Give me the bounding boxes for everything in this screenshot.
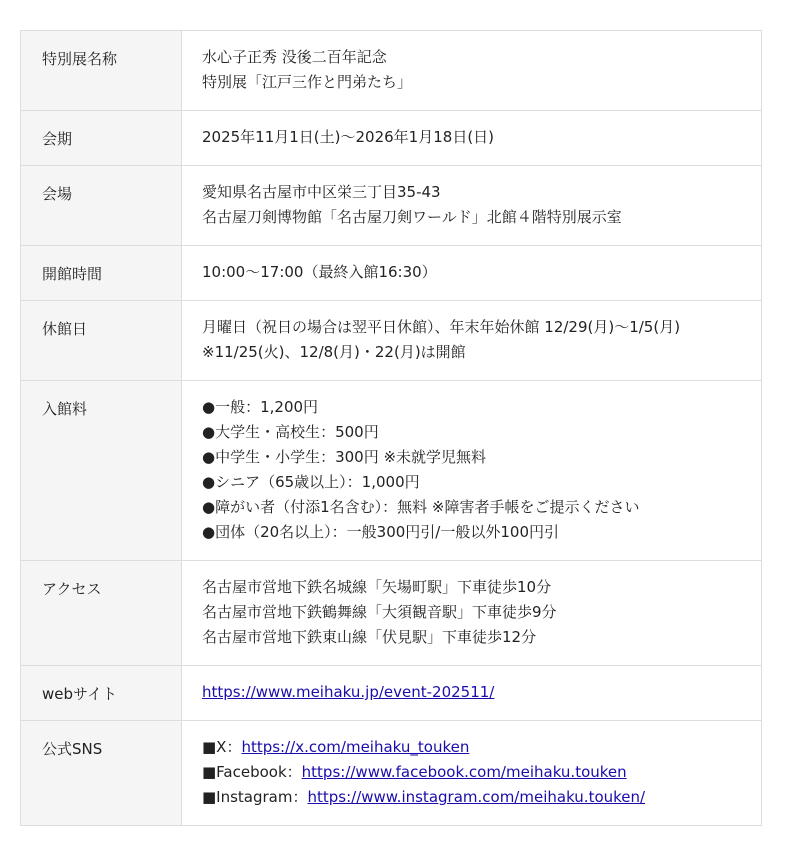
title-line-1: 水心子正秀 没後二百年記念 <box>202 48 387 66</box>
row-label-access: アクセス <box>21 561 182 666</box>
table-row-title <box>21 31 762 111</box>
row-label-sns: 公式SNS <box>21 721 182 826</box>
row-label-website: webサイト <box>21 666 182 721</box>
sns-x-prefix: ■X： <box>202 738 242 756</box>
table-row-venue <box>21 166 762 246</box>
sns-instagram-link[interactable]: https://www.instagram.com/meihaku.touken/ <box>307 788 646 806</box>
row-value-period <box>182 111 762 166</box>
venue-line-1: 愛知県名古屋市中区栄三丁目35-43 <box>202 183 441 201</box>
row-label-closed: 休館日 <box>21 301 182 381</box>
sns-facebook-line <box>202 760 741 785</box>
table-row-access <box>21 561 762 666</box>
sns-facebook-link[interactable]: https://www.facebook.com/meihaku.touken <box>301 763 627 781</box>
row-value-title <box>182 31 762 111</box>
row-value-access <box>182 561 762 666</box>
fee-line-3: ●中学生・小学生：300円 ※未就学児無料 <box>202 448 487 466</box>
row-value-venue <box>182 166 762 246</box>
table-row-website <box>21 666 762 721</box>
hours-line-1: 10:00〜17:00（最終入館16:30） <box>202 263 437 281</box>
row-label-fee: 入館料 <box>21 381 182 561</box>
closed-line-1: 月曜日（祝日の場合は翌平日休館）、年末年始休館 12/29(月)〜1/5(月) <box>202 318 681 336</box>
fee-line-5: ●障がい者（付添1名含む）：無料 ※障害者手帳をご提示ください <box>202 498 640 516</box>
fee-line-6: ●団体（20名以上）：一般300円引/一般以外100円引 <box>202 523 559 541</box>
row-label-period: 会期 <box>21 111 182 166</box>
row-value-hours <box>182 246 762 301</box>
sns-instagram-prefix: ■Instagram： <box>202 788 308 806</box>
fee-line-4: ●シニア（65歳以上）：1,000円 <box>202 473 420 491</box>
row-label-title: 特別展名称 <box>21 31 182 111</box>
access-line-3: 名古屋市営地下鉄東山線「伏見駅」下車徒歩12分 <box>202 628 537 646</box>
table-row-closed <box>21 301 762 381</box>
table-row-fee <box>21 381 762 561</box>
row-value-website <box>182 666 762 721</box>
access-line-1: 名古屋市営地下鉄名城線「矢場町駅」下車徒歩10分 <box>202 578 552 596</box>
access-line-2: 名古屋市営地下鉄鶴舞線「大須観音駅」下車徒歩9分 <box>202 603 557 621</box>
closed-line-2: ※11/25(火)、12/8(月)・22(月)は開館 <box>202 343 466 361</box>
table-row-hours <box>21 246 762 301</box>
period-line-1: 2025年11月1日(土)〜2026年1月18日(日) <box>202 128 495 146</box>
sns-instagram-line <box>202 785 741 810</box>
website-link[interactable]: https://www.meihaku.jp/event-202511/ <box>202 683 495 701</box>
sns-x-link[interactable]: https://x.com/meihaku_touken <box>241 738 470 756</box>
sns-x-line <box>202 735 741 760</box>
row-label-venue: 会場 <box>21 166 182 246</box>
fee-line-2: ●大学生・高校生：500円 <box>202 423 379 441</box>
fee-line-1: ●一般：1,200円 <box>202 398 319 416</box>
row-value-fee <box>182 381 762 561</box>
venue-line-2: 名古屋刀剣博物館「名古屋刀剣ワールド」北館４階特別展示室 <box>202 208 622 226</box>
row-label-hours: 開館時間 <box>21 246 182 301</box>
row-value-closed <box>182 301 762 381</box>
table-row-sns <box>21 721 762 826</box>
table-row-period <box>21 111 762 166</box>
row-value-sns <box>182 721 762 826</box>
event-info-table <box>20 30 762 826</box>
sns-facebook-prefix: ■Facebook： <box>202 763 302 781</box>
title-line-2: 特別展「江戸三作と門弟たち」 <box>202 73 413 91</box>
